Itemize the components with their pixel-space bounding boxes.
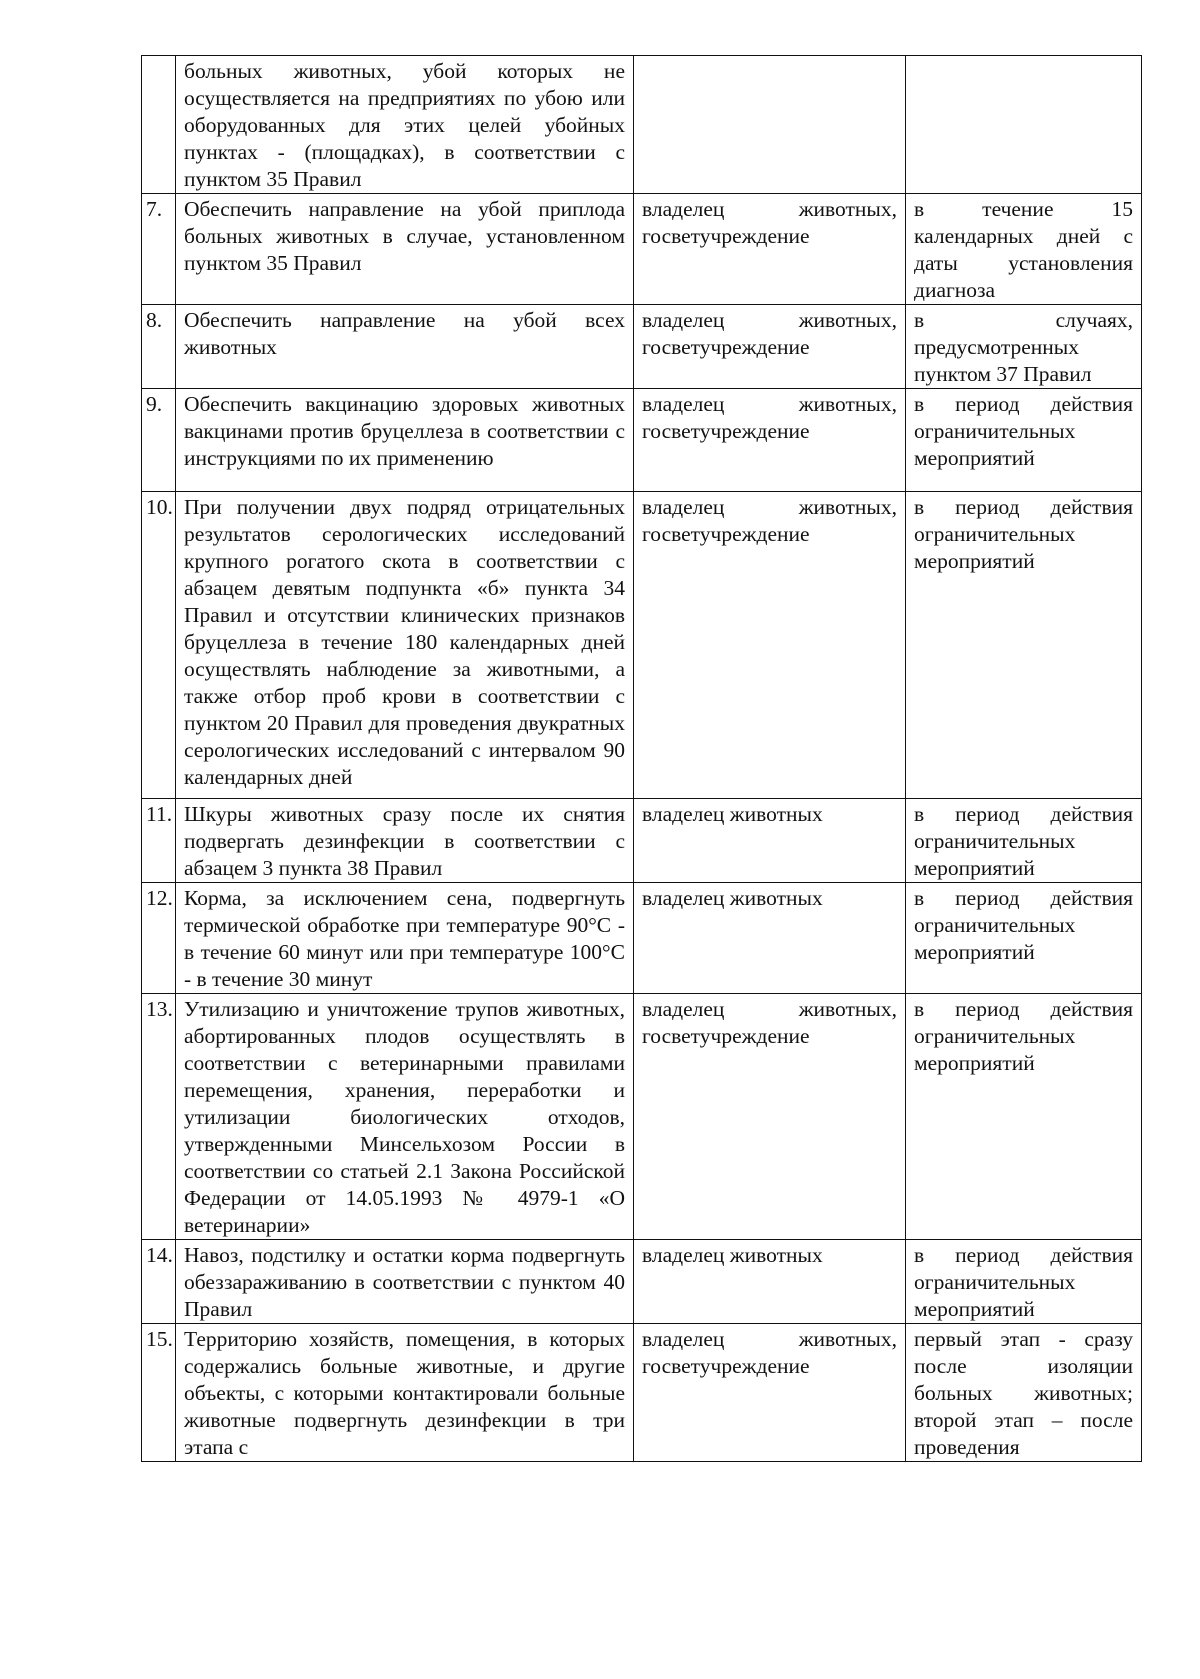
term-text: в течение 15 календарных дней с даты установления диагноза <box>906 194 1142 305</box>
table-row <box>142 799 1142 883</box>
table-row <box>142 305 1142 389</box>
row-number: 10. <box>142 492 176 799</box>
executor-text: владелец животных, госветучреждение <box>634 1324 906 1462</box>
term-text: в период действия ограничительных мероприятий <box>906 883 1142 994</box>
measure-text: больных животных, убой которых не осуществляется на предприятиях по убою или оборудованных для этих целей убойных пунктах - (площадках), в соответствии с пунктом 35 Правил <box>176 56 634 194</box>
term-text: в период действия ограничительных мероприятий <box>906 994 1142 1240</box>
executor-text: владелец животных, госветучреждение <box>634 994 906 1240</box>
table-row <box>142 56 1142 194</box>
executor-text: владелец животных <box>634 799 906 883</box>
term-text: в период действия ограничительных мероприятий <box>906 1240 1142 1324</box>
measure-text: Навоз, подстилку и остатки корма подвергнуть обеззараживанию в соответствии с пунктом 40 Правил <box>176 1240 634 1324</box>
measure-text: При получении двух подряд отрицательных результатов серологических исследований крупного рогатого скота в соответствии с абзацем девятым подпункта «б» пункта 34 Правил и отсутствии клинических признаков бруцеллеза в течение 180 календарных дней осуществлять наблюдение за животными, а также отбор проб крови в соответствии с пунктом 20 Правил для проведения двукратных серологических исследований с интервалом 90 календарных дней <box>176 492 634 799</box>
measure-text: Утилизацию и уничтожение трупов животных, абортированных плодов осуществлять в соответствии с ветеринарными правилами перемещения, хранения, переработки и утилизации биологических отходов, утвержденными Минсельхозом России в соответствии со статьей 2.1 Закона Российской Федерации от 14.05.1993 № 4979-1 «О ветеринарии» <box>176 994 634 1240</box>
table-row <box>142 1324 1142 1462</box>
table-row <box>142 194 1142 305</box>
measure-text: Корма, за исключением сена, подвергнуть термической обработке при температуре 90°С - в течение 60 минут или при температуре 100°С - в течение 30 минут <box>176 883 634 994</box>
term-text: в случаях, предусмотренных пунктом 37 Правил <box>906 305 1142 389</box>
row-number <box>142 56 176 194</box>
measure-text: Обеспечить вакцинацию здоровых животных вакцинами против бруцеллеза в соответствии с инструкциями по их применению <box>176 389 634 492</box>
term-text <box>906 56 1142 194</box>
table-row <box>142 1240 1142 1324</box>
row-number: 14. <box>142 1240 176 1324</box>
row-number: 13. <box>142 994 176 1240</box>
row-number: 11. <box>142 799 176 883</box>
row-number: 7. <box>142 194 176 305</box>
measures-table <box>141 55 1142 1462</box>
measure-text: Территорию хозяйств, помещения, в которых содержались больные животные, и другие объекты, с которыми контактировали больные животные подвергнуть дезинфекции в три этапа с <box>176 1324 634 1462</box>
measure-text: Обеспечить направление на убой всех животных <box>176 305 634 389</box>
table-body <box>142 56 1142 1462</box>
executor-text: владелец животных, госветучреждение <box>634 492 906 799</box>
term-text: в период действия ограничительных мероприятий <box>906 389 1142 492</box>
executor-text <box>634 56 906 194</box>
table-row <box>142 389 1142 492</box>
executor-text: владелец животных, госветучреждение <box>634 194 906 305</box>
table-row <box>142 994 1142 1240</box>
measure-text: Обеспечить направление на убой приплода больных животных в случае, установленном пунктом 35 Правил <box>176 194 634 305</box>
measure-text: Шкуры животных сразу после их снятия подвергать дезинфекции в соответствии с абзацем 3 пункта 38 Правил <box>176 799 634 883</box>
table-row <box>142 492 1142 799</box>
row-number: 9. <box>142 389 176 492</box>
executor-text: владелец животных <box>634 883 906 994</box>
executor-text: владелец животных, госветучреждение <box>634 389 906 492</box>
row-number: 15. <box>142 1324 176 1462</box>
table-row <box>142 883 1142 994</box>
term-text: в период действия ограничительных мероприятий <box>906 799 1142 883</box>
term-text: первый этап - сразу после изоляции больных животных; второй этап – после проведения <box>906 1324 1142 1462</box>
row-number: 12. <box>142 883 176 994</box>
executor-text: владелец животных, госветучреждение <box>634 305 906 389</box>
term-text: в период действия ограничительных мероприятий <box>906 492 1142 799</box>
executor-text: владелец животных <box>634 1240 906 1324</box>
row-number: 8. <box>142 305 176 389</box>
